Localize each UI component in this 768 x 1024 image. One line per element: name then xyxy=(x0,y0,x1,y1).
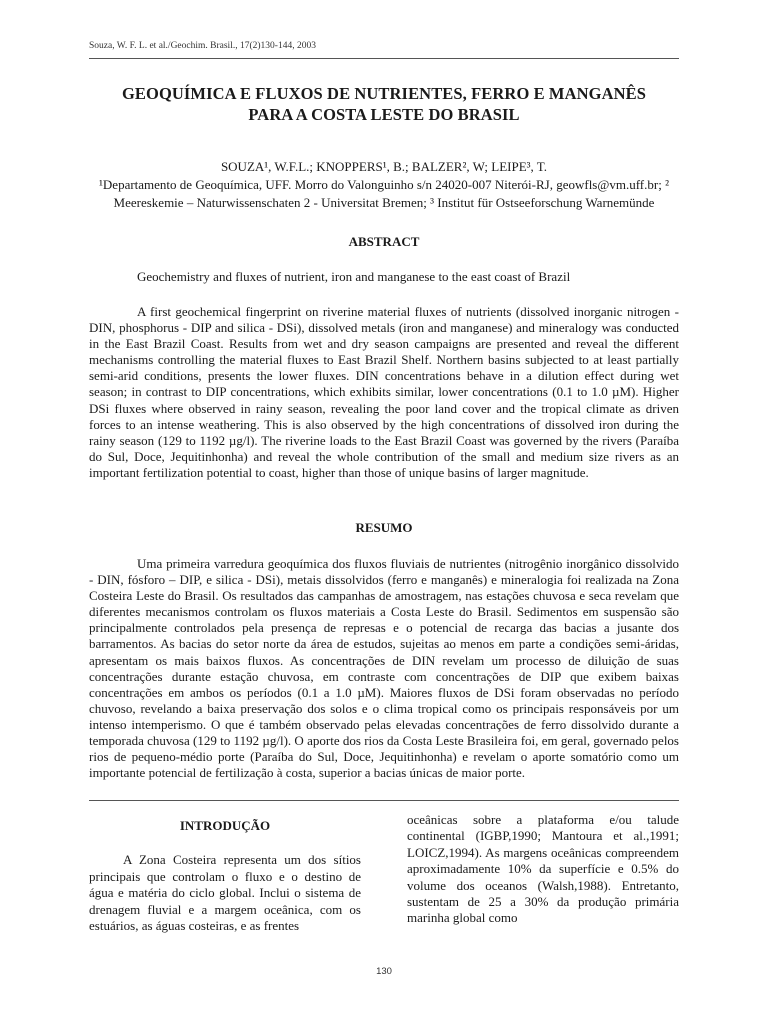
paper-title-line-1: GEOQUÍMICA E FLUXOS DE NUTRIENTES, FERRO E MANGANÊS xyxy=(121,84,646,103)
intro-paragraph-right: oceânicas sobre a plataforma e/ou talude continental (IGBP,1990; Mantoura et al.,1991; LOICZ,1994). As margens oceânicas compreendem aproximadamente 10% da superfície e 0.5% do volume dos oceanos (Walsh,1988). Entretanto, sustentam de 25 a 30% da produção primária marinha global como xyxy=(407,812,679,926)
introducao-heading: INTRODUÇÃO xyxy=(179,818,271,833)
paper-title xyxy=(89,83,679,125)
author-list: SOUZA¹, W.F.L.; KNOPPERS¹, B.; BALZER², W; LEIPE³, T. xyxy=(220,159,548,174)
paper-title-line-2: PARA A COSTA LESTE DO BRASIL xyxy=(248,105,520,124)
intro-left-column xyxy=(89,812,361,934)
affiliations: ¹Departamento de Geoquímica, UFF. Morro do Valonguinho s/n 24020-007 Niterói-RJ, geowfls@vm.uff.br; ² Meereskemie – Naturwissenschaten 2 - Universitat Bremen; ³ Institut für Ostseeforschung Warnemünde xyxy=(99,177,669,210)
resumo-text: Uma primeira varredura geoquímica dos fluxos fluviais de nutrientes (nitrogênio inorgânico dissolvido - DIN, fósforo – DIP, e silica - DSi), metais dissolvidos (ferro e manganês) e mineralogia foi realizada na Zona Costeira Leste do Brasil. Os resultados das campanhas de amostragem, nas estações chuvosa e seca revelam que diferentes mecanismos controlam os fluxos materiais a Costa Leste do Brasil. Sedimentos em suspensão são principalmente controlados pela presença de represas e o potencial de recarga das bacias a jusante dos barramentos. As bacias do setor norte da área de estudos, sujeitas ao menos em parte a condições semi-áridas, apresentam os mais baixos fluxos. As concentrações de DIN revelam um processo de diluição de suas concentrações durante estação chuvosa, em contraste com concentrações de DIP que exibem baixas concentrações em ambos os períodos (0.1 a 1.0 µM). Maiores fluxos de DSi foram observadas no período chuvoso, revelando a baixa preservação dos solos e o clima tropical como os principais responsáveis por um intenso intemperismo. O que é também observado pelas elevadas concentrações de ferro dissolvido durante a temporada chuvosa (129 to 1192 µg/l). O aporte dos rios da Costa Leste Brasileira foi, em geral, governado pelos rios de pequeno-médio porte (Paraíba do Sul, Doce, Jequitinhonha) e revelam o aporte somatório como um importante potencial de fertilização à costa, superior a bacias únicas de maior porte. xyxy=(89,556,679,781)
resumo-heading: RESUMO xyxy=(355,520,413,535)
abstract-english-title: Geochemistry and fluxes of nutrient, iron and manganese to the east coast of Brazil xyxy=(137,269,571,284)
intro-paragraph-left: A Zona Costeira representa um dos sítios principais que controlam o fluxo e o destino de água e matéria do ciclo global. Inclui o sistema de drenagem fluvial e a margem oceânica, com os estuários, as águas costeiras, e as frentes xyxy=(89,852,361,934)
page-number: 130 xyxy=(376,966,392,977)
header-rule xyxy=(89,58,679,59)
intro-right-column xyxy=(407,812,679,927)
abstract-text: A first geochemical fingerprint on riverine material fluxes of nutrients (dissolved inorganic nitrogen - DIN, phosphorus - DIP and silica - DSi), dissolved metals (iron and manganese) and mineralogy was conducted in the East Brazil Coast. Results from wet and dry season campaigns are presented and reveal the different mechanisms controlling the material fluxes to East Brazil Shelf. Northern basins subjected to at least partially semi-arid conditions, presents the lower fluxes. DIN concentrations behave in a dilution effect during wet season; in contrast to DIP concentrations, which exhibits similar, lower concentrations (0.1 to 1.0 µM). Higher DSi fluxes where observed in rainy season, revealing the poor land cover and the tropical climate as driven forces to an intense weathering. This is also observed by the high concentrations of dissolved iron during the rainy season (129 to 1192 µg/l). The riverine loads to the East Brazil Coast was governed by the rivers (Paraíba do Sul, Doce, Jequitinhonha) and reveal the whole contribution of the small and medium size rivers as an important fertilization potential to coast, higher than those of unique basins of larger magnitude. xyxy=(89,304,679,480)
running-head-citation: Souza, W. F. L. et al./Geochim. Brasil., 17(2)130-144, 2003 xyxy=(89,41,316,51)
section-rule xyxy=(89,800,679,801)
abstract-heading: ABSTRACT xyxy=(348,234,420,249)
